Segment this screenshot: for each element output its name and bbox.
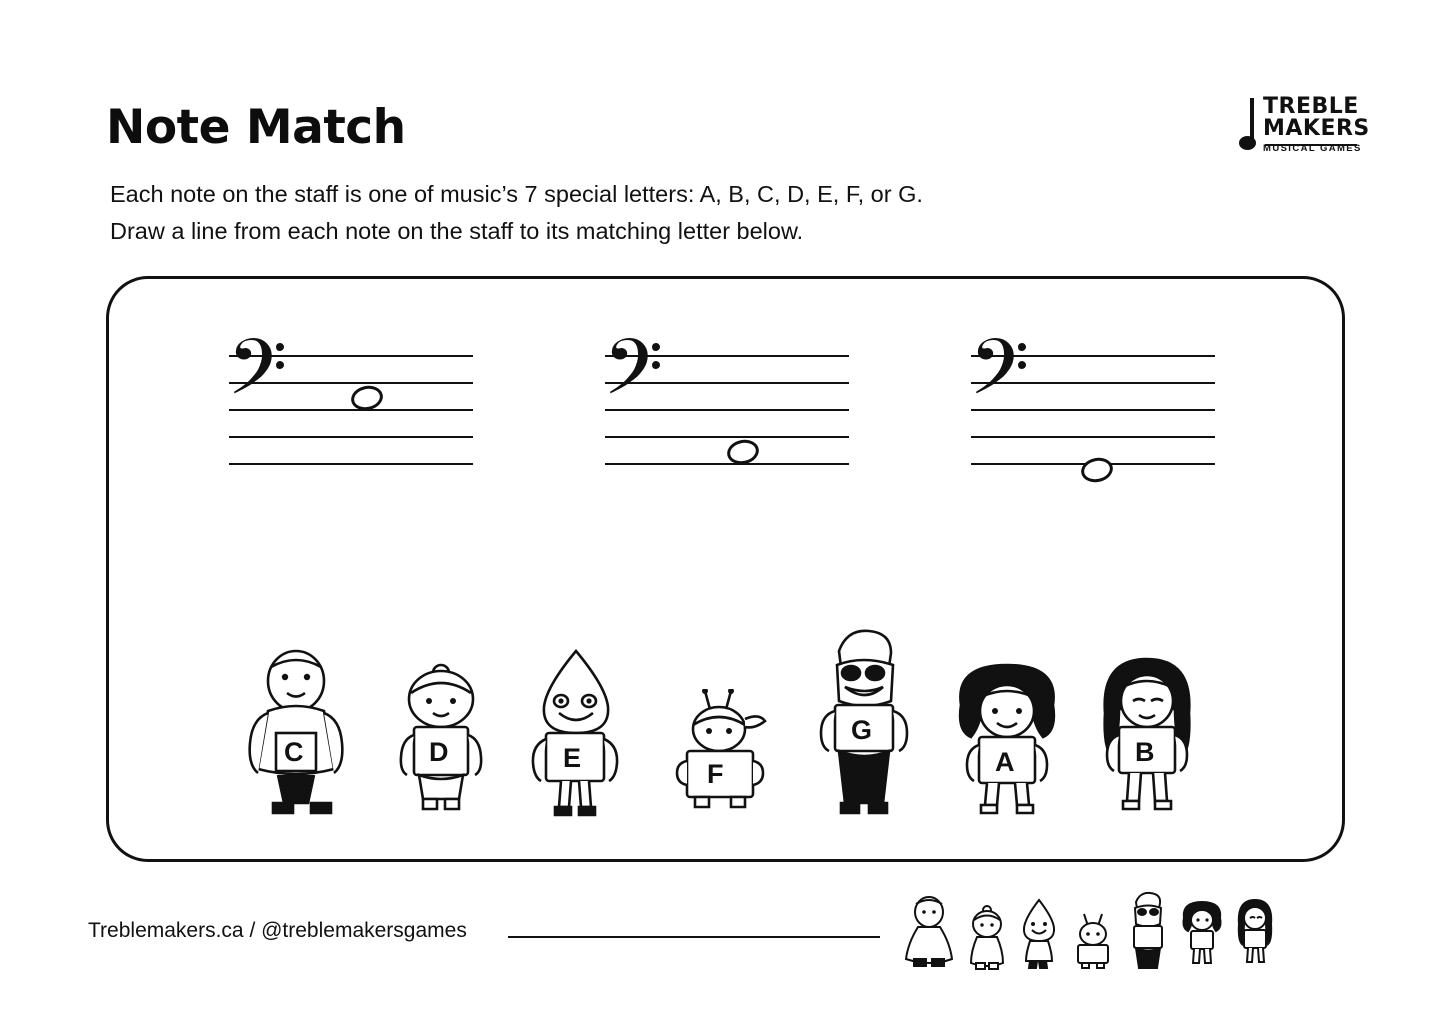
character-b[interactable] xyxy=(1087,653,1207,819)
character-g[interactable] xyxy=(803,629,923,819)
character-f[interactable] xyxy=(661,689,781,819)
character-c[interactable] xyxy=(221,649,371,819)
treblemakers-logo xyxy=(1239,94,1370,166)
character-letter-b: B xyxy=(1135,737,1155,767)
footer-character-3 xyxy=(1016,898,1062,970)
character-letter-c: C xyxy=(284,737,304,767)
character-letter-d: D xyxy=(429,737,449,767)
character-e[interactable] xyxy=(513,647,639,819)
bass-clef-icon: 𝄢 xyxy=(969,323,1030,432)
answer-line xyxy=(508,936,880,938)
character-d[interactable] xyxy=(381,659,501,819)
character-letter-a: A xyxy=(995,747,1015,777)
footer-character-7 xyxy=(1232,898,1278,970)
staff-1 xyxy=(227,323,473,463)
character-row xyxy=(221,629,1241,819)
page-title: Note Match xyxy=(106,100,406,155)
footer-character-1 xyxy=(900,896,958,970)
logo-divider xyxy=(1265,144,1357,146)
instructions xyxy=(110,176,1160,250)
footer-character-2 xyxy=(964,904,1010,970)
logo-line-treble: TREBLE xyxy=(1263,94,1359,119)
character-letter-f: F xyxy=(707,759,724,789)
footer-character-5 xyxy=(1124,890,1172,970)
instruction-line-1: Each note on the staff is one of music’s 7 special letters: A, B, C, D, E, F, or G. xyxy=(110,181,923,207)
footer-character-6 xyxy=(1176,900,1228,970)
quarter-note-icon xyxy=(1239,96,1261,158)
logo-line-makers: MAKERS xyxy=(1263,116,1370,141)
bass-clef-icon: 𝄢 xyxy=(227,323,288,432)
exercise-panel xyxy=(106,276,1345,862)
bass-clef-icon: 𝄢 xyxy=(603,323,664,432)
character-letter-e: E xyxy=(563,743,582,773)
logo-tagline: MUSICAL GAMES xyxy=(1263,143,1362,154)
footer-credit: Treblemakers.ca / @treblemakersgames xyxy=(88,919,467,942)
whole-note-3 xyxy=(1079,455,1115,485)
instruction-line-2: Draw a line from each note on the staff to its matching letter below. xyxy=(110,218,804,244)
character-letter-g: G xyxy=(851,715,873,745)
staff-2 xyxy=(603,323,849,463)
staff-3 xyxy=(969,323,1215,463)
character-a[interactable] xyxy=(939,661,1075,819)
footer-character-strip xyxy=(900,890,1330,970)
footer-character-4 xyxy=(1068,912,1118,970)
